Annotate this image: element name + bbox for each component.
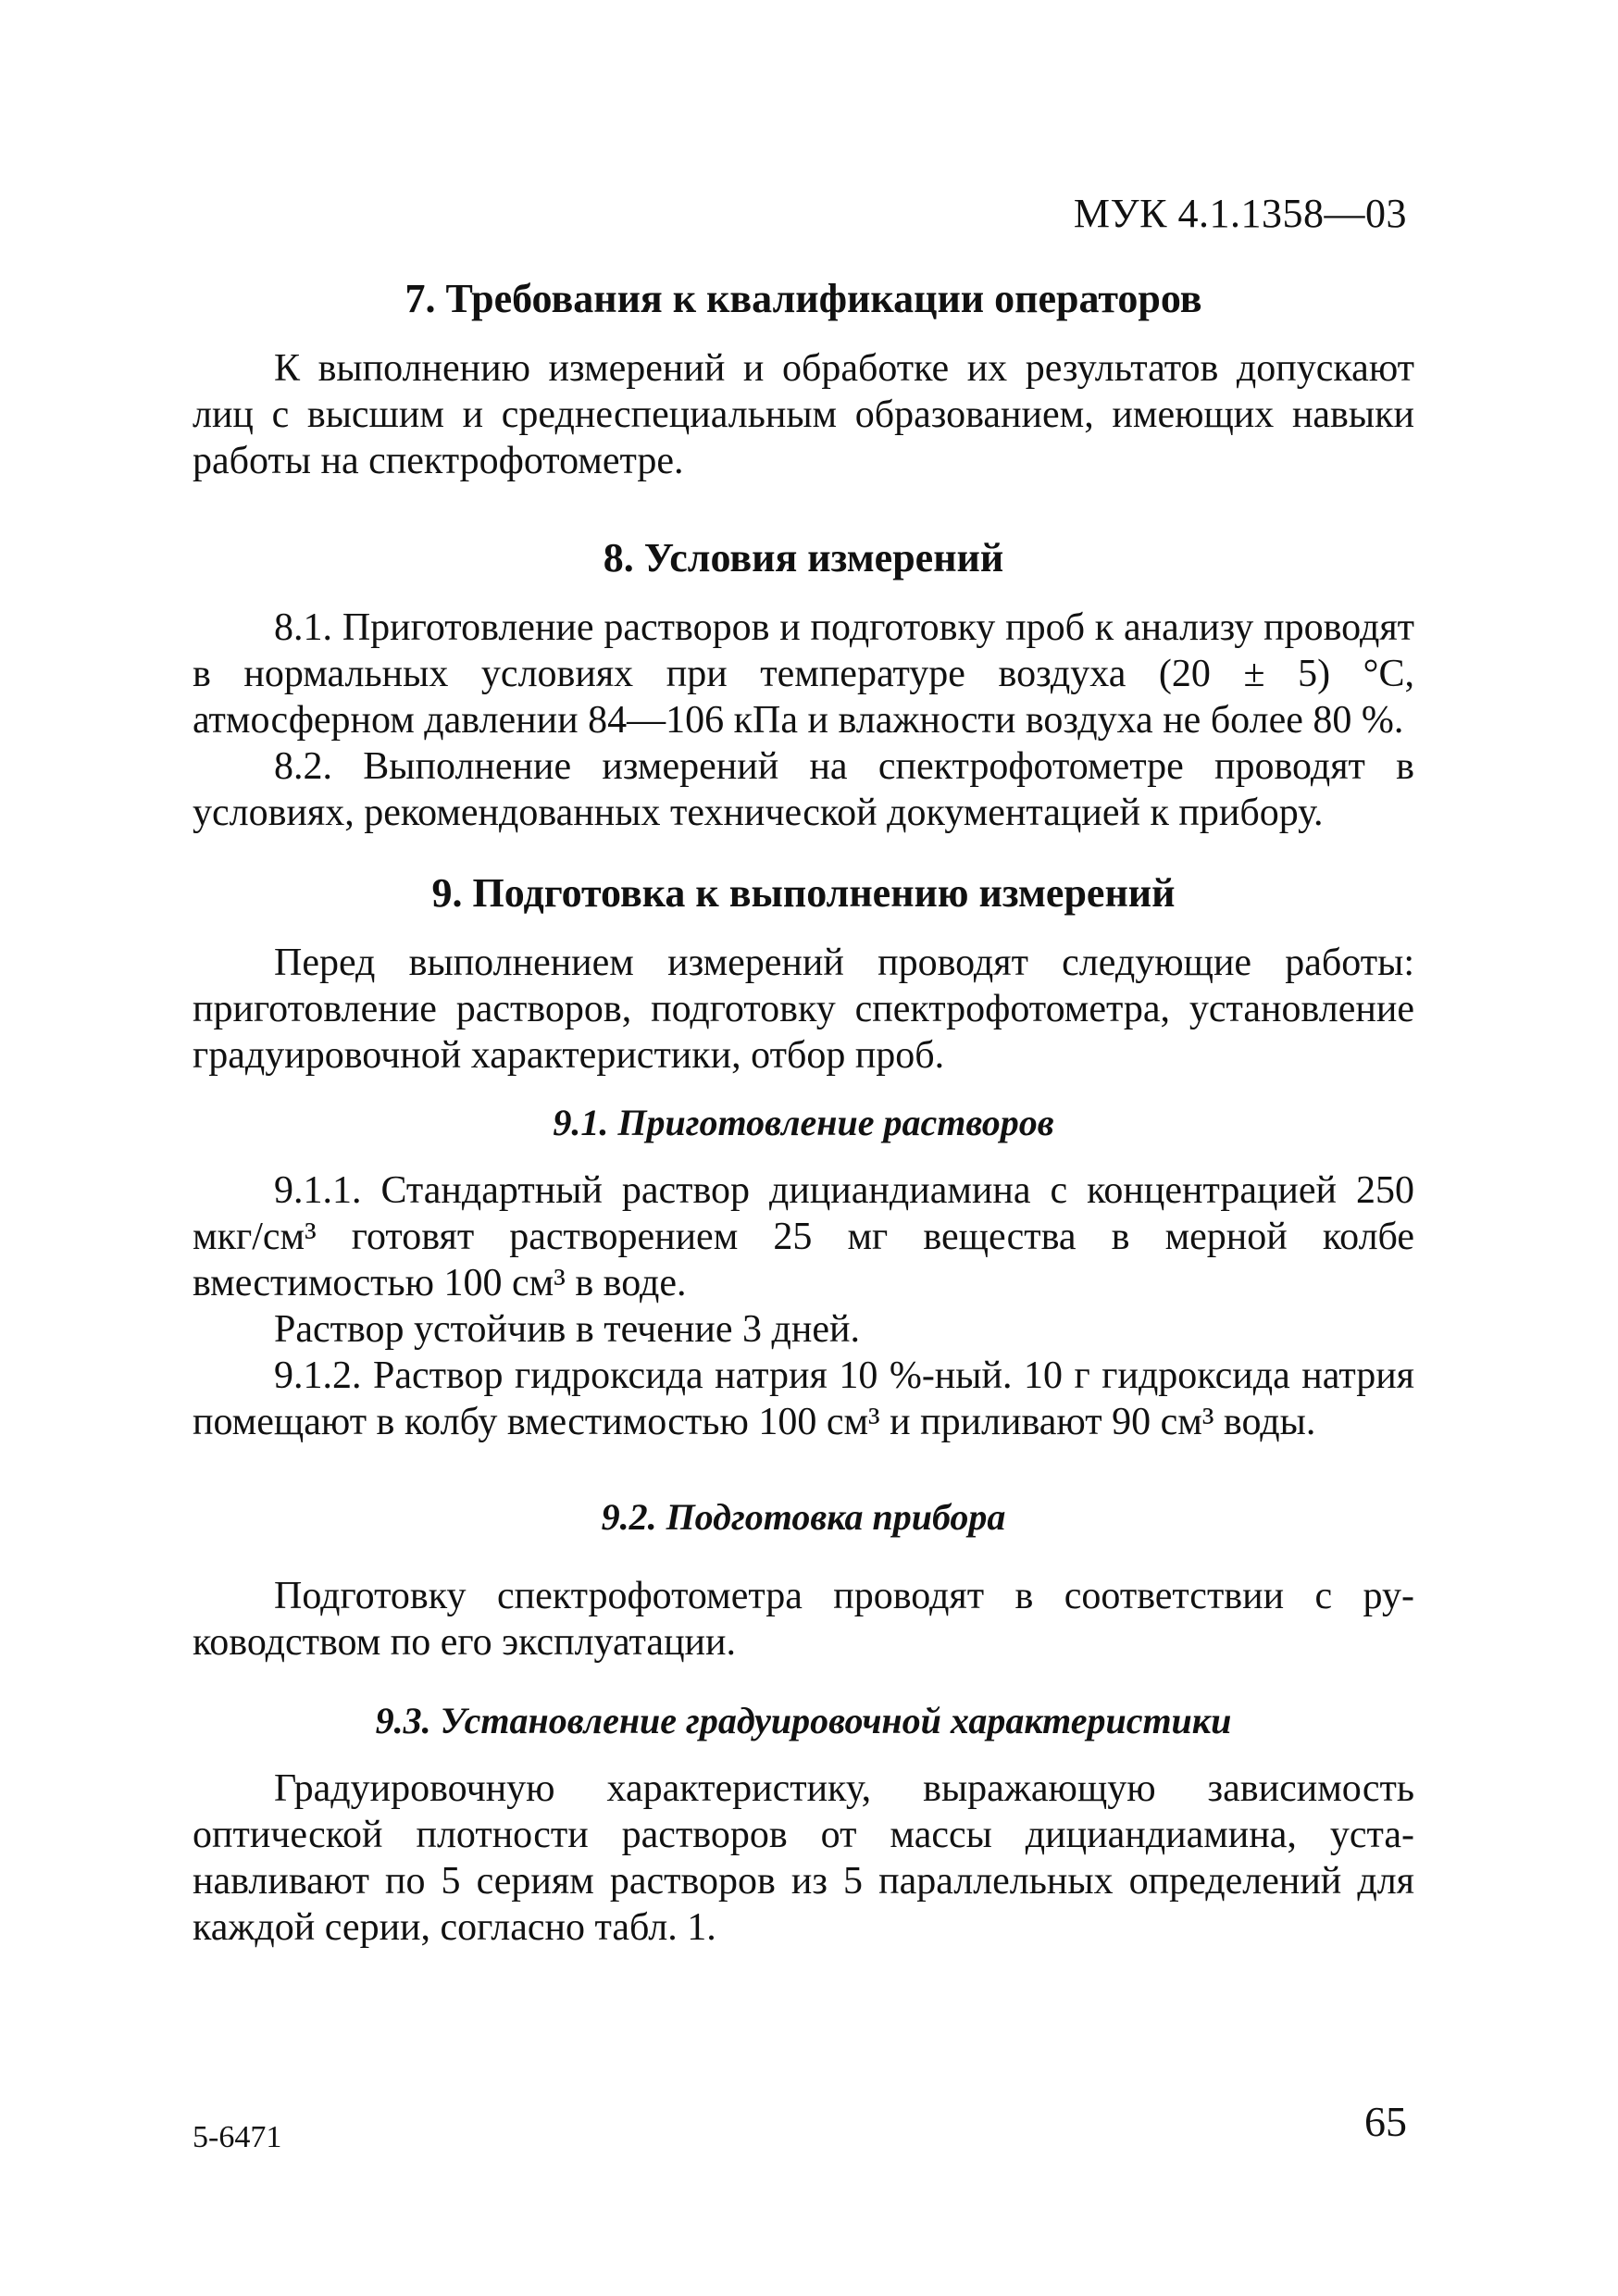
page-number: 65 [1364, 2098, 1407, 2145]
section-7-title: 7. Требования к квалификации операторов [404, 276, 1202, 321]
section-9-intro-paragraph: Перед выполнением измерений проводят следующие работы: приготовление растворов, подготовку спектрофотометра, установление градуировочной характеристики, отбор проб. [193, 942, 1414, 1077]
section-9-title: 9. Подготовка к выполнению измерений [431, 870, 1176, 916]
section-9-1-2-paragraph: 9.1.2. Раствор гидроксида натрия 10 %-ный. 10 г гидроксида натрия помещают в колбу вместимостью 100 см³ и приливают 90 см³ воды. [193, 1354, 1414, 1443]
section-9-1-1-stability-note: Раствор устойчив в течение 3 дней. [274, 1308, 860, 1351]
print-order-code: 5-6471 [193, 2120, 282, 2154]
section-9-3-title: 9.3. Установление градуировочной характеристики [375, 1700, 1232, 1741]
section-9-2-title: 9.2. Подготовка прибора [601, 1496, 1006, 1538]
section-8-title: 8. Условия измерений [603, 535, 1004, 580]
document-code-header: МУК 4.1.1358—03 [1073, 191, 1407, 236]
section-9-2-paragraph: Подготовку спектрофотометра проводят в соответствии с руководством по его эксплуатации. [193, 1575, 1414, 1664]
section-8-1-paragraph: 8.1. Приготовление растворов и подготовку проб к анализу проводят в нормальных условиях при температуре воздуха (20 ± 5) °С, атмосферном давлении 84—106 кПа и влажности воздуха не более 80 %. [193, 606, 1414, 742]
section-9-1-title: 9.1. Приготовление растворов [553, 1102, 1054, 1143]
section-8-2-paragraph: 8.2. Выполнение измерений на спектрофотометре проводят в условиях, рекомендованных технической документацией к прибору. [193, 745, 1414, 834]
page-content [193, 273, 1414, 1951]
section-7-paragraph: К выполнению измерений и обработке их результатов допускают лиц с высшим и среднеспециальным образованием, имеющих навыки работы на спектрофотометре. [193, 347, 1414, 482]
section-9-3-paragraph: Градуировочную характеристику, выражающую зависимость оптической плотности растворов от массы дициандиамина, устанавливают по 5 сериям растворов из 5 параллельных определений для каждой серии, согласно табл. 1. [193, 1767, 1414, 1949]
section-9-1-1-paragraph: 9.1.1. Стандартный раствор дициандиамина с концентрацией 250 мкг/см³ готовят растворением 25 мг вещества в мерной колбе вместимостью 100 см³ в воде. [193, 1169, 1414, 1304]
